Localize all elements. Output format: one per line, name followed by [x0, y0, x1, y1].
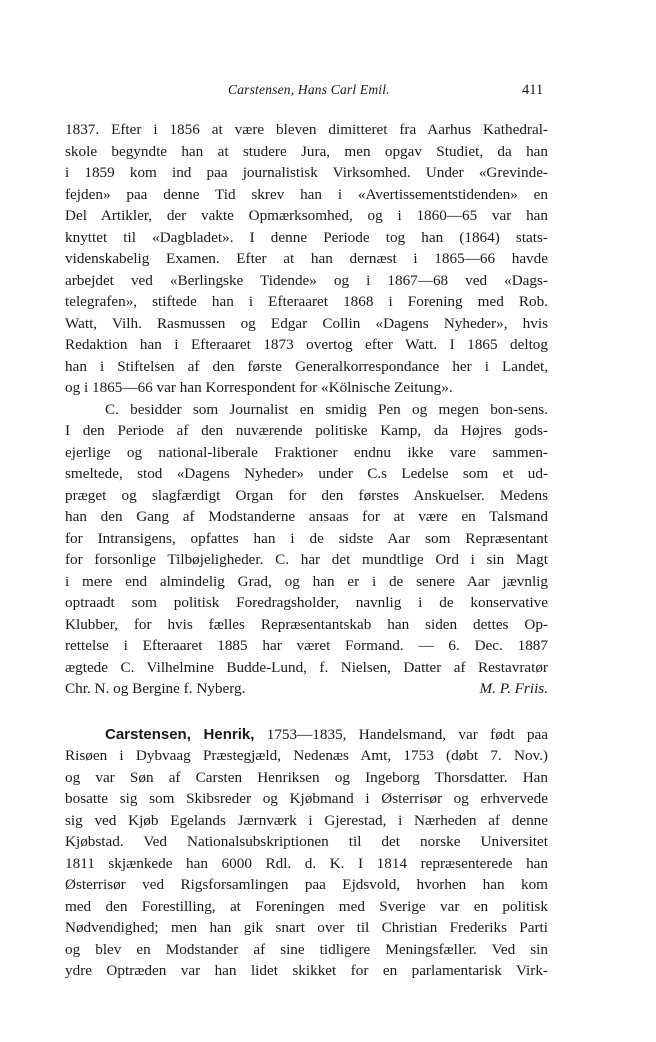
paragraph-henrik: [65, 745, 548, 982]
entry-first-line-rest: 1753—1835, Handelsmand, var født paa: [254, 725, 548, 743]
running-head: [0, 82, 656, 102]
text-line: præget og slagfærdigt Organ for den førstes Anskuelser. Medens: [65, 486, 548, 504]
text-line: Østerrisør ved Rigsforsamlingen paa Ejdsvold, hvorhen han kom: [65, 876, 548, 893]
body-text: [65, 119, 548, 982]
text-line: optraadt som politisk Foredragsholder, navnlig i de konservative: [65, 594, 548, 611]
text-line: telegrafen», stiftede han i Efteraaret 1868 i Forening med Rob.: [65, 293, 548, 310]
text-line: C. besidder som Journalist en smidig Pen og megen bon-sens.: [105, 400, 548, 418]
text-line: smeltede, stod «Dagens Nyheder» under C.s Ledelse som et ud-: [65, 465, 548, 482]
text-line: og var Søn af Carsten Henriksen og Ingeborg Thorsdatter. Han: [65, 768, 548, 786]
author-signature: M. P. Friis.: [479, 680, 548, 697]
text-line: ydre Optræden var han lidet skikket for en parlamentarisk Virk-: [65, 962, 548, 979]
text-line: ægtede C. Vilhelmine Budde-Lund, f. Nielsen, Datter af Restavratør: [65, 658, 548, 676]
text-line: og blev en Modstander af sine tidligere Meningsfæller. Ved sin: [65, 940, 548, 958]
paragraph-2: [65, 399, 548, 679]
text-line: han i Stiftelsen af den første Generalkorrespondance her i Landet,: [65, 357, 548, 375]
text-line: Watt, Vilh. Rasmussen og Edgar Collin «Dagens Nyheder», hvis: [65, 314, 548, 332]
text-line: i mere end almindelig Grad, og han er i de senere Aar jævnlig: [65, 572, 548, 590]
text-line: for forsonlige Tilbøjeligheder. C. har det mundtlige Ord i sin Magt: [65, 551, 548, 568]
entry-headword: Carstensen, Henrik,: [105, 725, 255, 743]
text-line: knyttet til «Dagbladet». I denne Periode tog han (1864) stats-: [65, 228, 548, 246]
text-line: med den Forestilling, at Foreningen med Sverige var en politisk: [65, 897, 548, 915]
text-line: 1837. Efter i 1856 at være bleven dimitteret fra Aarhus Kathedral-: [65, 121, 548, 138]
running-title: Carstensen, Hans Carl Emil.: [228, 82, 390, 97]
text-line: bosatte sig som Skibsreder og Kjøbmand i Østerrisør og erhvervede: [65, 790, 548, 807]
entry-separator: [65, 700, 548, 724]
text-line: og i 1865—66 var han Korrespondent for «Kölnische Zeitung».: [65, 379, 453, 396]
text-line: Risøen i Dybvaag Præstegjæld, Nedenæs Amt, 1753 (døbt 7. Nov.): [65, 747, 548, 764]
text-line: skole begyndte han at studere Jura, men opgav Studiet, da han: [65, 142, 548, 160]
entry-carstensen-henrik: [65, 724, 548, 982]
text-line: i 1859 kom ind paa journalistisk Virksomhed. Under «Grevinde-: [65, 164, 548, 181]
signature-line: [65, 678, 548, 700]
text-line: sig ved Kjøb Egelands Jærnværk i Gjerestad, i Nærheden af denne: [65, 811, 548, 829]
text-line: Del Artikler, der vakte Opmærksomhed, og i 1860—65 var han: [65, 207, 548, 224]
text-line: 1811 skjænkede han 6000 Rdl. d. K. I 1814 repræsenterede han: [65, 854, 548, 872]
text-line: Nødvendighed; men han gik snart over til Christian Frederiks Parti: [65, 919, 548, 936]
entry-first-line: [65, 724, 548, 746]
text-line: I den Periode af den nuværende politiske Kamp, da Højres gods-: [65, 422, 548, 439]
text-line: arbejdet ved «Berlingske Tidende» og i 1867—68 ved «Dags-: [65, 271, 548, 289]
text-line: Redaktion han i Efteraaret 1873 overtog efter Watt. I 1865 deltog: [65, 336, 548, 353]
page-number: 411: [522, 82, 544, 98]
paragraph-1: [65, 119, 548, 399]
text-line: videnskabelig Examen. Efter at han dernæst i 1865—66 havde: [65, 250, 548, 267]
text-line: Klubber, for hvis fælles Repræsentantskab han siden dettes Op-: [65, 615, 548, 633]
text-line: han den Gang af Modstanderne ansaas for at være en Talsmand: [65, 508, 548, 525]
closing-text: Chr. N. og Bergine f. Nyberg.: [65, 680, 246, 697]
entry-carstensen-hans-carl-emil: [65, 119, 548, 700]
text-line: for Intransigens, opfattes han i de sidste Aar som Repræsentant: [65, 529, 548, 547]
text-line: ejerlige og national-liberale Fraktioner endnu ikke vare sammen-: [65, 443, 548, 461]
text-line: Kjøbstad. Ved Nationalsubskriptionen til det norske Universitet: [65, 833, 548, 850]
text-line: rettelse i Efteraaret 1885 har været Formand. — 6. Dec. 1887: [65, 637, 548, 654]
text-line: fejden» paa denne Tid skrev han i «Avertissementstidenden» en: [65, 185, 548, 203]
